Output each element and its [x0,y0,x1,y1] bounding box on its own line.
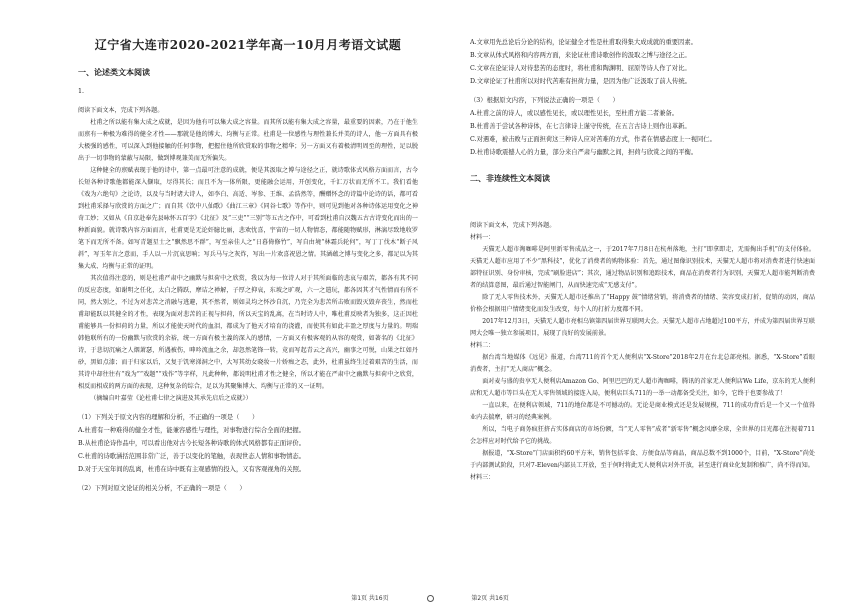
material-paragraph: 据报道，“X-Store”门店面积约60平方米，销售包括零食、方便食品等商品，商品总数不到1000个，目前，“X-Store”尚处于内部测试阶段，只对7-Eleven内部员工开放，至于何时将此无人便利店对外开放，甚至进行商业化复制和推广，尚不得而知。 [470,450,815,469]
question-number: 1. [78,88,85,95]
material-paragraph: 除了无人零售技术外，天猫无人超市还推出了“Happy 鼓”情绪营销，将消费者的情绪、笑容变成打折，促销的动因，商品价格会根据用户情绪变化而发生改变，每个人的打折力度都不同。 [470,294,815,313]
passage-paragraph: 这种健全的禀赋表现于他的诗中，第一点最可注意的成就，便是其汲取之博与途径之正，就诗歌体式风格方面而言，古今长短各种诗歌他都能深入撷取，尽得其长；而且不为一体所限，更能融会运用，开创变化，千汇万状而无所不工。我们看他《戏为六绝句》之论诗，以及与当时诸大诗人，如李白、高适、岑参、王维、孟浩然等，酬赠怀念的诗篇中论诗的话，都可看到杜甫采择与欣赏的方面之广；而自其《饮中八仙歌》《曲江三章》《同谷七歌》等作中，则可见到他对各种诗体运用变化之神奇工妙；又如从《自京赴奉先县咏怀五百字》《北征》及“三吏”“三别”等五古之作中，可看到杜甫自汉魏五古古诗变化而出的一种新面貌。就诗歌内容方面而言，杜甫更是无论奸臆比丽，悲欢忧喜，宇宙的一切人物情态，都能随物赋形，淋漓尽致地收罗笔下而无所不备。如写青题星士之“飘然思不群”，写至亲佳人之“日暮倚修竹”，写自由境“林霜兵轮何”，写丁丁伐木“断子风斜”，写玉年言之意而，手人以一片沉哀思响；写兵马与之灰炸，写出一片欢喜祝恩之情。其涵蕴之博与变化之多，都足以为其集大成、均衡与正常的证明。 [78,167,418,270]
instruction-text: 阅读下面文本，完成下列各题。 [78,107,164,114]
material-paragraph: 一直以来，在便利店领域，711的地位都是不可撼动的。无论是商业模式还是发展规模，711的成功背后是一个又一个值得业内去揣摩，研习的经典案例。 [470,402,815,421]
material-label-1: 材料一： [470,234,495,241]
material-paragraph: 所以，当电子商务疯狂挤占实体商店的市场份额，当“无人零售”成者“新零售”概念风靡全球，全世界的目光都在注视着711会怎样应对时代给予它的挑战。 [470,426,815,445]
material-label-3: 材料三： [470,474,495,481]
page-footer [0,593,860,602]
right-column [470,0,815,582]
left-column [78,0,418,582]
question-1-3: （3）根据原文内容，下列说法正确的一项是（ ） [470,97,619,104]
material-paragraph: 面对麦与盛的贵享无人便利店Amazon Go、阿里巴巴的无人超市淘咖啡，腾讯的首家无人便利店We Life，京东的无人便利店和无人超市等巨头在无人零售领域的接连入局，便利店巨头711的一举一动都备受关注，如今，它终于也要参战了！ [470,378,815,397]
option-a: A.文章用先总论后分论的结构，论证健全才性是杜甫取得集大成成就的重要因素。 [470,39,697,46]
section-heading-2: 二、非连续性文本阅读 [470,173,550,183]
passage-source: （摘编自叶嘉莹《论杜甫七律之演进及其承先启后之成就》） [90,395,252,402]
page-title: 辽宁省大连市2020-2021学年高一10月月考语文试题 [94,38,402,52]
material-paragraph: 天猫无人超市淘咖啡是阿里新零售成品之一，于2017年7月8日在杭州落地，主打“即拿即走，无需掏出手机”的支付体验。天猫无人超市应用了不少“黑科技”，优化了消费者的购物体验：首先，通过图像识别技术，天猫无人超市将对消费者进行快速面部特征识别、身份审核，完成“刷脸进店”；其次，通过物品识别和追踪技术，商品在消费者行为识别，天猫无人超市能判断消费者的结算意图，最后通过智能闸门，从而快速完成“无感支付”。 [470,246,815,289]
option-c: C.杜甫的诗歌涵括范围非常广泛，善于以变化的笔触，表现世态人情和事物情态。 [78,453,305,460]
passage-paragraph: 杜甫之所以能有集大成之成就，是因为他有可以集大成之容量。而其所以能有集大成之容量，最重要的因素，乃在于他生而禀有一种极为难得的健全才性——那就是他的博大、均衡与正常。杜甫是一位感性与理性兼长并美的诗人，他一方面具有极大极强的感性，可以深入到他接触的任何事物，把握住他所欣赏取的事物之精华；另一方面又有着极清明周至的理性，足以脱出于一切事物的蒙蔽与局限，做到博观兼美而无所偏失。 [78,119,418,162]
option-b: B.文章从体式风格和内容两方面，来论证杜甫诗歌创作的汲取之博与途径之正。 [470,52,691,59]
page-number-left: 第1页 共16页 [351,595,389,602]
option-d: D.杜甫诗歌震撼人心的力量，部分来自严肃与幽默之间，担荷与欣赏之间的平衡。 [470,149,698,156]
option-c: C.对遇难，被击败与正面担荷这三种诗人应对苦难的方式，作者在情感态度上一视同仁。 [470,136,716,143]
option-a: A.杜甫有一种难得的健全才性，能兼容感性与理性，对事物进行综合全面的把握。 [78,427,305,434]
question-1-2: （2）下列对原文论证的相关分析，不正确的一项是（ ） [78,485,246,492]
instruction-text: 阅读下面文本，完成下列各题。 [470,222,556,229]
binding-circle-icon [427,595,434,602]
material-paragraph: 据台湾当地媒体《远见》报道，台湾711的首个无人便利店“X-Store”2018年2月在台北总部亮相。据悉，“X-Store”看眼消费者，主打“无人商店”概念。 [470,354,815,373]
option-b: B.从杜甫论诗作品中，可以看出他对古今长短各种诗歌的体式风格都有正面评价。 [78,440,306,447]
option-a: A.杜甫之前的诗人，或以感性见长，或以理性见长，至杜甫方能二者兼备。 [470,110,679,117]
passage-paragraph: 其次值得注意的，则是杜甫严肃中之幽默与担荷中之欣赏，我以为每一位诗人对于其所面临的悲哀与艰苦，都各有其不同的反应态度，如谢明之任化，太白之腾跃，摩诘之禅解，子厚之抑哀，东坡之旷观，六一之遣玩，都各因其才气性情而有所不同，然大别之，不过为对悲苦之消融与逃避，其不然者，则如灵均之怀沙自沉，乃完全为悲苦所击败而毁灭毁弃丧生，然而杜甫却能跃以其健全的才性，表现为面对悲苦的正视与担荷，所以天宝的乱离，在当时诗人中，唯杜甫反映者为独多，这正因杜甫能够具一份担荷的力量，所以才能使天时代的血泪，都成为了他天才培育的浇灌，而使其有如此丰盈之厚度与力量的。明瑞韩他联所有的一份幽默与欣赏的余裕，统一方面有极主義的深入的感情，一方面又有极客观的从容的观赏，如著名的《北征》诗，于悲切沉痛之人烟萧瑟，所遇被伤，呻吟流血之余，却忽然笔锋一转，竟而写起青云之高兴，幽事之可悦，山果之红如丹砂，黑如点漆；而于归家以后，又复于饥寒涕洞之中，大写其幼女晓妆一片娇痴之态，此外，杜甫虽终生过着艰苦的生活，而其诗中却往往有“戏为”“戏题”“戏作”等字样，凡此种种，都说明杜甫才性之健全，所以才能在严肃中之幽默与担荷中之欣赏，相反而相成的两方面的表现，这种复杂的综合，足以为其聚集博大、均衡与正常的又一证明。 [78,275,418,390]
option-b: B.杜甫善于尝试各种诗体，在七言律诗上谨守传统，在五言古诗上则作出革新。 [470,123,691,130]
question-1-1: （1）下列关于原文内容的理解和分析，不正确的一项是（ ） [78,414,259,421]
page-number-right: 第2页 共16页 [471,595,509,602]
section-heading-1: 一、论述类文本阅读 [78,67,150,77]
option-c: C.文章在论证诗人对待悲苦的态度时，将杜甫和陶渊明、屈原等诗人作了对比。 [470,65,691,72]
option-d: D.对于天宝年间的乱离，杜甫在诗中既有主观感情的投入，又有客观视角的关照。 [78,466,306,473]
option-d: D.文章论证了杜甫所以对时代苦难有担荷力量，是因为他广泛汲取了前人传统。 [470,78,691,85]
material-label-2: 材料二： [470,342,495,349]
material-paragraph: 2017年12月3日，天猫无人超市亮相乌镇第四届世界互联网大会。天猫无人超市占地超过100平方，并成为第四届世界互联网大会唯一独立参展项目，展现了良好的发展前景。 [470,318,815,337]
